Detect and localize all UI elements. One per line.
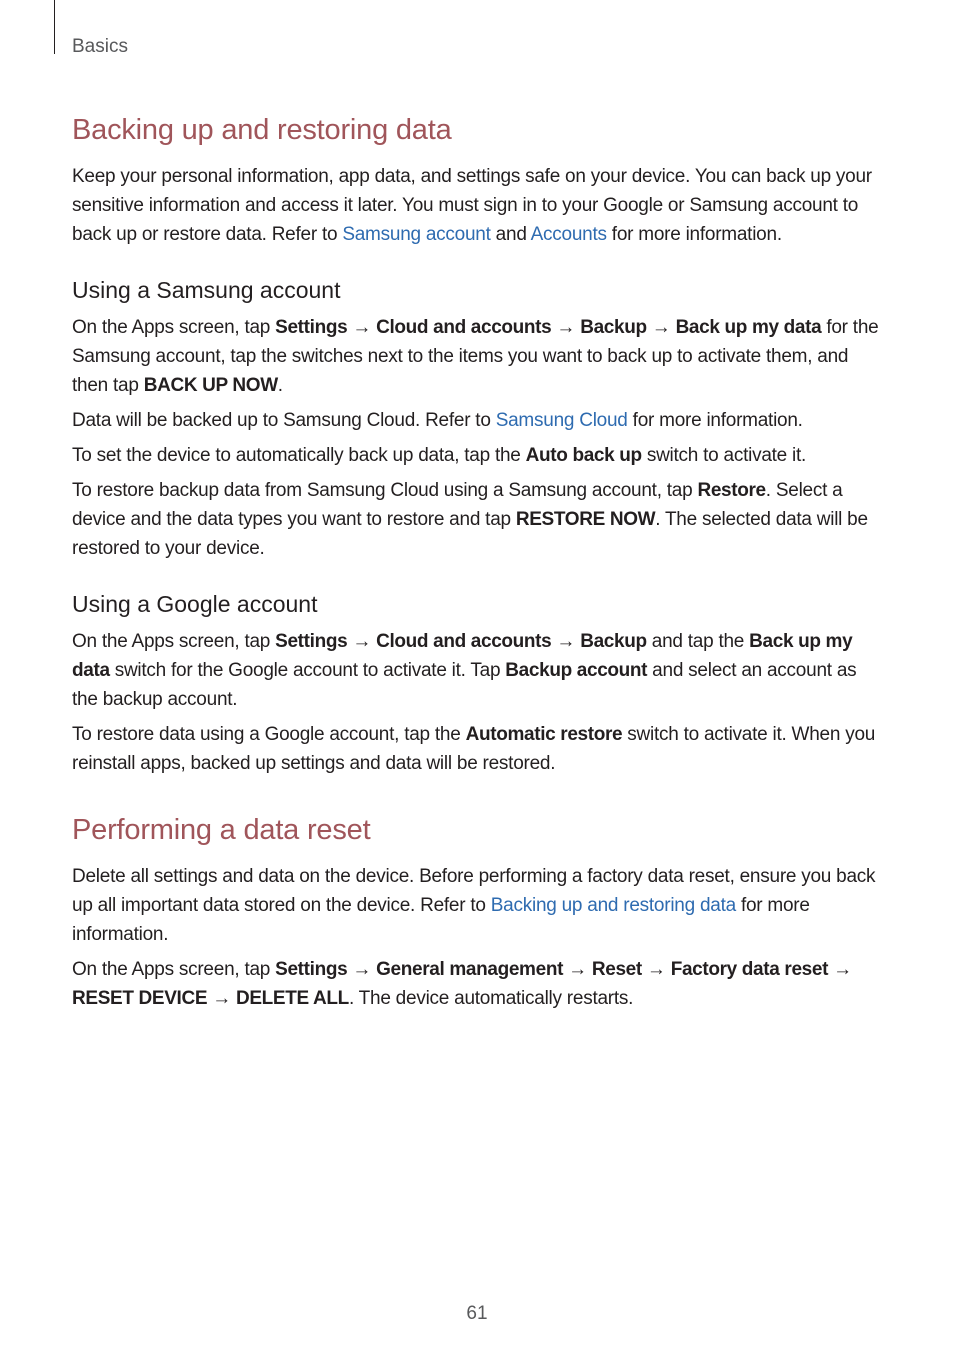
backing-up-restoring-link[interactable]: Backing up and restoring data xyxy=(490,895,736,916)
margin-rule xyxy=(54,0,55,54)
subsection-title-samsung: Using a Samsung account xyxy=(72,277,341,303)
google-backup-steps: On the Apps screen, tap Settings → Cloud and accounts → Backup and tap the Back up my data switch for the Google account to activate it. Tap Backup account and select an account as the backup account. xyxy=(72,631,857,710)
samsung-restore-paragraph: To restore backup data from Samsung Cloud using a Samsung account, tap Restore. Select a device and the data types you want to restore and tap RESTORE NOW. The selected data will be restored to your device. xyxy=(72,480,868,559)
page-number: 61 xyxy=(466,1303,488,1324)
samsung-cloud-link[interactable]: Samsung Cloud xyxy=(495,410,628,431)
google-restore-paragraph: To restore data using a Google account, tap the Automatic restore switch to activate it. When you reinstall apps, backed up settings and data will be restored. xyxy=(72,724,876,774)
auto-backup-paragraph: To set the device to automatically back up data, tap the Auto back up switch to activate it. xyxy=(72,445,807,466)
samsung-cloud-paragraph: Data will be backed up to Samsung Cloud. Refer to Samsung Cloud for more information. xyxy=(72,410,803,431)
reset-intro-paragraph: Delete all settings and data on the device. Before performing a factory data reset, ensure you back up all important data stored on the device. Refer to Backing up and restoring data for more information. xyxy=(72,866,876,945)
backup-intro-paragraph: Keep your personal information, app data, and settings safe on your device. You can back up your sensitive information and access it later. You must sign in to your Google or Samsung account to back up or restore data. Refer to Samsung account and Accounts for more information. xyxy=(72,166,872,245)
samsung-backup-steps: On the Apps screen, tap Settings → Cloud and accounts → Backup → Back up my data for the Samsung account, tap the switches next to the items you want to back up to activate them, and then tap BACK UP NOW. xyxy=(72,317,879,396)
subsection-title-google: Using a Google account xyxy=(72,591,318,617)
accounts-link[interactable]: Accounts xyxy=(530,224,607,245)
reset-steps-paragraph: On the Apps screen, tap Settings → General management → Reset → Factory data reset → RESET DEVICE → DELETE ALL. The device automatically restarts. xyxy=(72,959,852,1009)
section-title-backup: Backing up and restoring data xyxy=(72,114,452,146)
section-title-reset: Performing a data reset xyxy=(72,814,371,846)
running-header: Basics xyxy=(72,36,128,57)
samsung-account-link[interactable]: Samsung account xyxy=(342,224,491,245)
page-content xyxy=(72,110,884,1019)
